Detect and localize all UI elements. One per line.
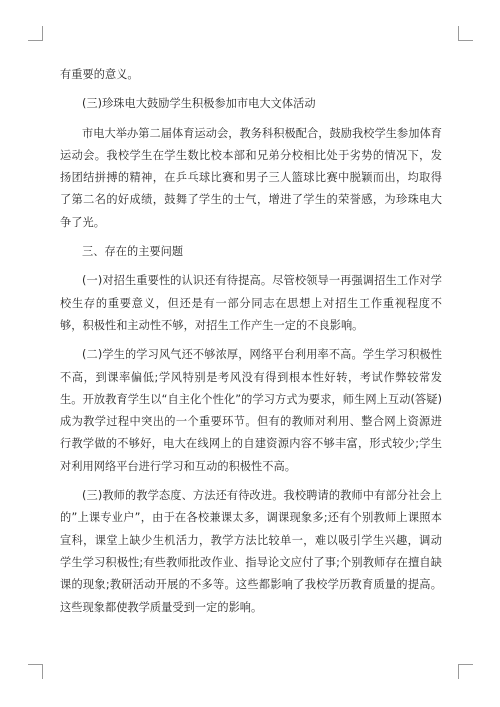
section-heading-main-problems: 三、存在的主要问题 <box>82 245 184 259</box>
paragraph-problem-enrollment: (一)对招生重要性的认识还有待提高。尽管校领导一再强调招生工作对学校生存的重要意义，但还是有一部分同志在思想上对招生工作重视程度不够，积极性和主动性不够，对招生工作产生一定的不良影响。 <box>60 274 442 332</box>
paragraph-continuation: 有重要的意义。 <box>60 68 139 81</box>
crop-mark-bottom-right <box>458 664 473 679</box>
paragraph-problem-study-atmosphere: (二)学生的学习风气还不够浓厚，网络平台利用率不高。学生学习积极性不高，到课率偏低;学风特别是考风没有得到根本性好转，考试作弊较常发生。开放教育学生以“自主化个性化”的学习方式为要求，师生网上互动(答疑)成为教学过程中突出的一个重要环节。但有的教师对利用、整合网上资源进行教学做的不够好，电大在线网上的自建资源内容不够丰富，形式较少;学生对利用网络平台进行学习和互动的积极性不高。 <box>60 348 442 473</box>
paragraph-sports-meet: 市电大举办第二届体育运动会，教务科积极配合，鼓励我校学生参加体育运动会。我校学生在学生数比校本部和兄弟分校相比处于劣势的情况下，发扬团结拼搏的精神，在乒乓球比赛和男子三人篮球比赛中脱颖而出，均取得了第二名的好成绩，鼓舞了学生的士气，增进了学生的荣誉感，为珍珠电大争了光。 <box>60 126 442 229</box>
crop-mark-top-left <box>28 26 43 41</box>
crop-mark-top-right <box>458 26 473 41</box>
section-heading-culture-sports: (三)珍珠电大鼓励学生积极参加市电大文体活动 <box>82 97 316 111</box>
paragraph-problem-teaching: (三)教师的教学态度、方法还有待改进。我校聘请的教师中有部分社会上的”上课专业户”，由于在各校兼课太多，调课现象多;还有个别教师上课照本宣科，课堂上缺少生机活力，教学方法比较单一，难以吸引学生兴趣，调动学生学习积极性;有些教师批改作业、指导论文应付了事;个别教师存在擅自缺课的现象;教研活动开展的不多等。这些都影响了我校学历教育质量的提高。这些现象都使教学质量受到一定的影响。 <box>60 489 442 614</box>
crop-mark-bottom-left <box>28 664 43 679</box>
document-body <box>60 64 442 626</box>
